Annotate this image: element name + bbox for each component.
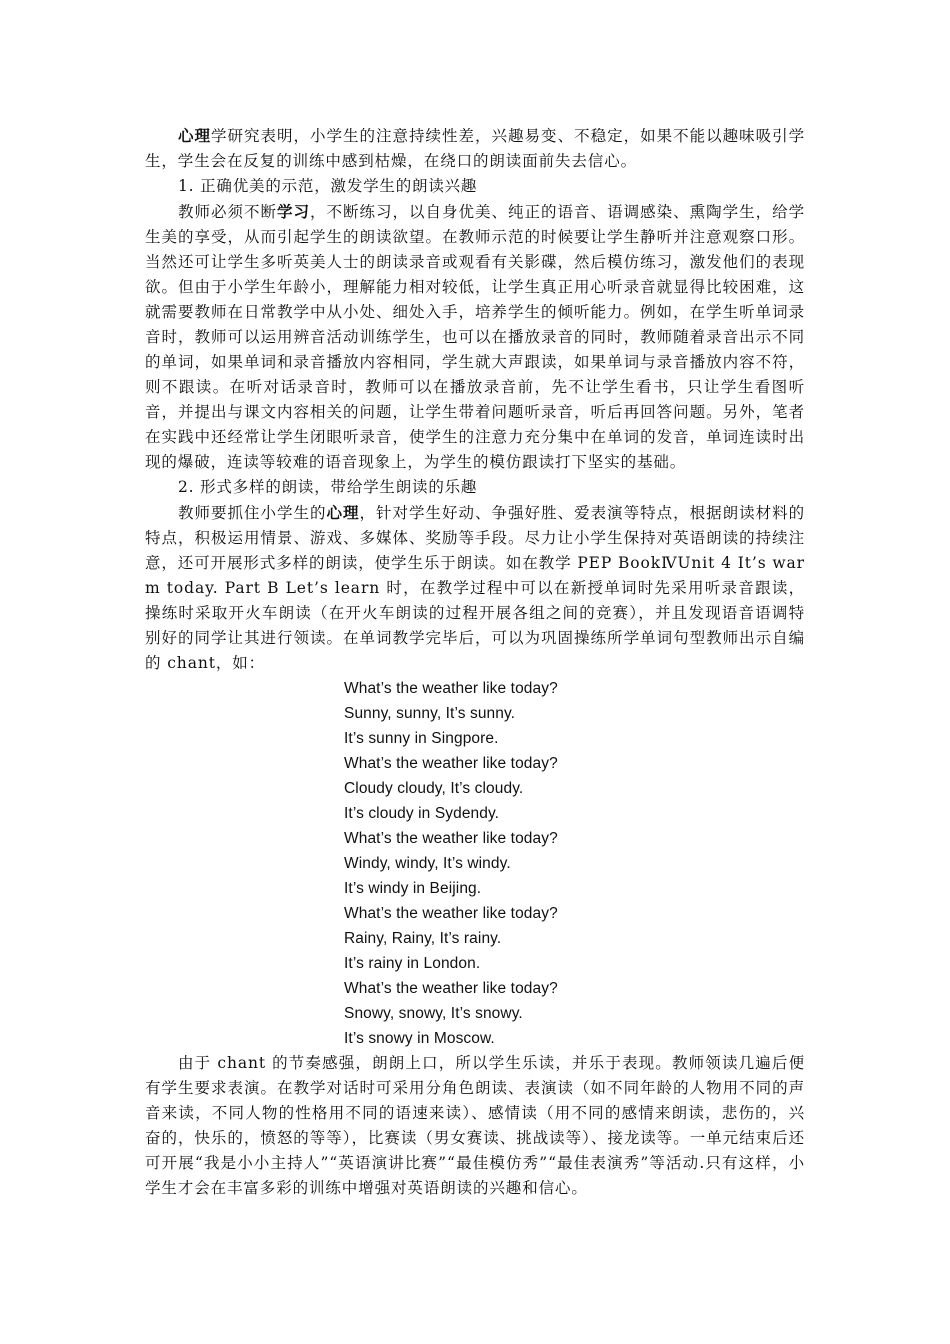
chant-line: What’s the weather like today? <box>344 830 558 847</box>
document-body <box>145 123 805 1201</box>
paragraph-text: 学研究表明，小学生的注意持续性差，兴趣易变、不稳定，如果不能以趣味吸引学生，学生会在反复的训练中感到枯燥，在绕口的朗读面前失去信心。 <box>145 127 805 170</box>
section-heading-1: 1. 正确优美的示范，激发学生的朗读兴趣 <box>178 177 478 195</box>
chant-line: What’s the weather like today? <box>344 755 558 772</box>
bold-term: 心理 <box>178 126 212 145</box>
chant-line: Rainy, Rainy, It’s rainy. <box>344 930 502 947</box>
chant-block <box>145 676 805 1051</box>
section-heading-2: 2. 形式多样的朗读，带给学生朗读的乐趣 <box>178 478 478 496</box>
chant-line: It’s snowy in Moscow. <box>344 1030 495 1047</box>
chant-line: It’s sunny in Singpore. <box>344 730 499 747</box>
paragraph-intro <box>145 123 805 174</box>
chant-line: What’s the weather like today? <box>344 680 558 697</box>
bold-term: 学习 <box>277 202 311 221</box>
chant-line: Snowy, snowy, It’s snowy. <box>344 1005 523 1022</box>
chant-line: Windy, windy, It’s windy. <box>344 855 511 872</box>
paragraph-activities <box>145 500 805 676</box>
paragraph-text: 教师必须不断 <box>178 203 278 221</box>
paragraph-demonstration <box>145 199 805 475</box>
chant-line: Cloudy cloudy, It’s cloudy. <box>344 780 524 797</box>
paragraph-conclusion: 由于 chant 的节奏感强，朗朗上口，所以学生乐读，并乐于表现。教师领读几遍后便有学生要求表演。在教学对话时可采用分角色朗读、表演读（如不同年龄的人物用不同的声音来读，不同人物的性格用不同的语速来读）、感情读（用不同的感情来朗读，悲伤的，兴奋的，快乐的，愤怒的等等），比赛读（男女赛读、挑战读等）、接龙读等。一单元结束后还可开展“我是小小主持人”“英语演讲比赛”“最佳模仿秀”“最佳表演秀”等活动.只有这样，小学生才会在丰富多彩的训练中增强对英语朗读的兴趣和信心。 <box>145 1054 805 1197</box>
bold-term: 心理 <box>326 503 360 522</box>
chant-line: What’s the weather like today? <box>344 905 558 922</box>
chant-line: It’s rainy in London. <box>344 955 481 972</box>
chant-line: It’s windy in Beijing. <box>344 880 482 897</box>
paragraph-text: ，针对学生好动、争强好胜、爱表演等特点，根据朗读材料的特点，积极运用情景、游戏、多媒体、奖励等手段。尽力让小学生保持对英语朗读的持续注意，还可开展形式多样的朗读，使学生乐于朗读。如在教学 PEP BookⅣUnit 4 It’s warm today. Part B Let’s learn 时，在教学过程中可以在新授单词时先采用听录音跟读，操练时采取开火车朗读（在开火车朗读的过程开展各组之间的竞赛），并且发现语音语调特别好的同学让其进行领读。在单词教学完毕后，可以为巩固操练所学单词句型教师出示自编的 chant，如： <box>145 504 805 672</box>
paragraph-text: 教师要抓住小学生的 <box>178 504 327 522</box>
chant-line: What’s the weather like today? <box>344 980 558 997</box>
chant-line: It’s cloudy in Sydendy. <box>344 805 500 822</box>
chant-line: Sunny, sunny, It’s sunny. <box>344 705 516 722</box>
paragraph-text: ，不断练习，以自身优美、纯正的语音、语调感染、熏陶学生，给学生美的享受，从而引起学生的朗读欲望。在教师示范的时候要让学生静听并注意观察口形。当然还可让学生多听英美人士的朗读录音或观看有关影碟，然后模仿练习，激发他们的表现欲。但由于小学生年龄小，理解能力相对较低，让学生真正用心听录音就显得比较困难，这就需要教师在日常教学中从小处、细处入手，培养学生的倾听能力。例如，在学生听单词录音时，教师可以运用辨音活动训练学生，也可以在播放录音的同时，教师随着录音出示不同的单词，如果单词和录音播放内容相同，学生就大声跟读，如果单词与录音播放内容不符，则不跟读。在听对话录音时，教师可以在播放录音前，先不让学生看书，只让学生看图听音，并提出与课文内容相关的问题，让学生带着问题听录音，听后再回答问题。另外，笔者在实践中还经常让学生闭眼听录音，使学生的注意力充分集中在单词的发音，单词连读时出现的爆破，连读等较难的语音现象上，为学生的模仿跟读打下坚实的基础。 <box>145 203 805 471</box>
